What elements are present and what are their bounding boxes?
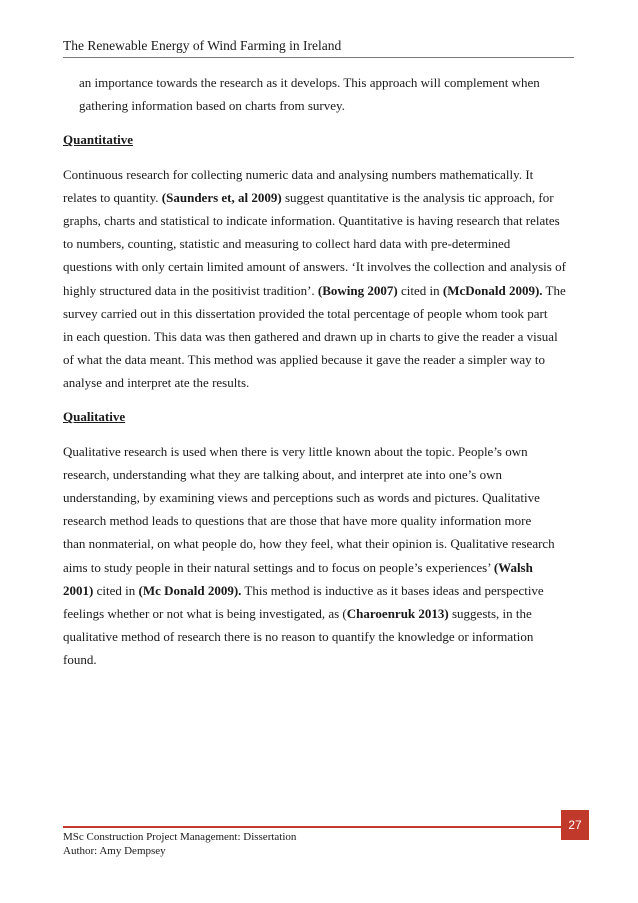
paragraph-line: aims to study people in their natural settings and to focus on people’s experiences’ (Walsh	[63, 559, 533, 575]
paragraph-line: of what the data meant. This method was applied because it gave the reader a simpler way to	[63, 352, 546, 368]
citation: (Mc Donald 2009).	[138, 582, 242, 598]
section-heading-quantitative: Quantitative	[63, 132, 134, 148]
paragraph-line: graphs, charts and statistical to indicate information. Quantitative is having research that relates	[63, 212, 560, 228]
section-heading-qualitative: Qualitative	[63, 409, 126, 425]
citation: (Saunders et, al 2009)	[161, 189, 282, 205]
citation: 2001)	[63, 582, 94, 598]
page-number: 27	[561, 810, 589, 840]
footer-divider	[63, 826, 561, 828]
body-text	[63, 71, 574, 672]
paragraph-line: feelings whether or not what is being investigated, as (Charoenruk 2013) suggests, in the	[63, 605, 532, 621]
paragraph-line: relates to quantity. (Saunders et, al 2009) suggest quantitative is the analysis tic approach, for	[63, 189, 554, 205]
paragraph-line: Qualitative research is used when there is very little known about the topic. People’s own	[63, 443, 528, 459]
citation: (Walsh	[493, 559, 533, 575]
paragraph-line: research method leads to questions that are those that have more quality information more	[63, 513, 532, 529]
paragraph-line: in each question. This data was then gathered and drawn up in charts to give the reader a visual	[63, 328, 558, 344]
header-divider	[63, 57, 574, 58]
paragraph-line: survey carried out in this dissertation provided the total percentage of people whom took part	[63, 305, 548, 321]
paragraph-line: found.	[63, 652, 97, 668]
paragraph-line: research, understanding what they are talking about, and interpret ate into one’s own	[63, 466, 502, 482]
footer-author: Author: Amy Dempsey	[63, 845, 166, 857]
intro-line: an importance towards the research as it develops. This approach will complement when	[79, 75, 540, 90]
paragraph-line: analyse and interpret ate the results.	[63, 375, 250, 391]
citation: (McDonald 2009).	[442, 282, 543, 298]
paragraph-line: to numbers, counting, statistic and measuring to collect hard data with pre-determined	[63, 236, 511, 252]
intro-line: gathering information based on charts from survey.	[79, 98, 345, 114]
running-header: The Renewable Energy of Wind Farming in Ireland	[63, 38, 342, 53]
paragraph-line: qualitative method of research there is no reason to quantify the knowledge or information	[63, 629, 534, 645]
citation: Charoenruk 2013)	[346, 605, 449, 621]
paragraph-line: highly structured data in the positivist tradition’. (Bowing 2007) cited in (McDonald 2009). The	[63, 282, 566, 298]
footer-course: MSc Construction Project Management: Dissertation	[63, 831, 297, 843]
paragraph-line: understanding, by examining views and perceptions such as words and pictures. Qualitative	[63, 490, 540, 505]
paragraph-line: questions with only certain limited amount of answers. ‘It involves the collection and analysis of	[63, 259, 566, 275]
paragraph-line: than nonmaterial, on what people do, how they feel, what their opinion is. Qualitative research	[63, 536, 555, 552]
citation: (Bowing 2007)	[317, 282, 398, 298]
paragraph-line: Continuous research for collecting numeric data and analysing numbers mathematically. It	[63, 166, 534, 182]
paragraph-line: 2001) cited in (Mc Donald 2009). This method is inductive as it bases ideas and perspective	[63, 582, 544, 598]
